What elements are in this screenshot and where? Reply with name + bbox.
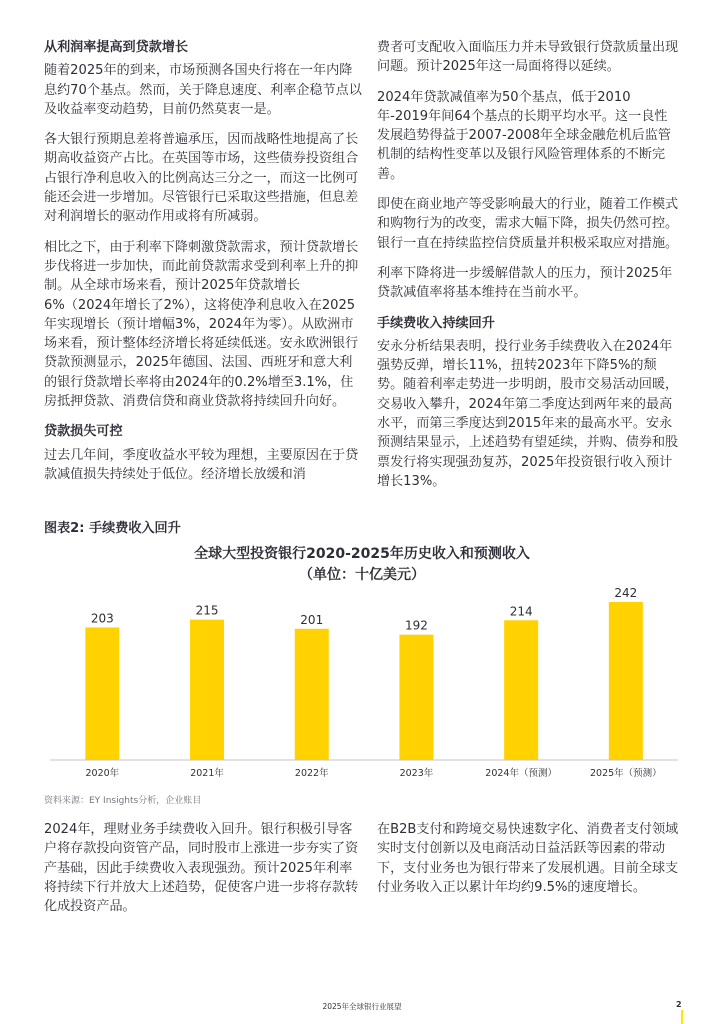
bottom-right-column bbox=[377, 820, 679, 897]
chart-subtitle: （单位：十亿美元） bbox=[299, 567, 425, 583]
paragraph: 相比之下，由于利率下降刺激贷款需求，预计贷款增长步伐将进一步加快，而此前贷款需求受到利率上升的抑制。从全球市场来看，预计2025年贷款增长6%（2024年增长了2%），这将使净利息收入在2025年实现增长（预计增幅3%，2024年为零）。从欧洲市场来看，预计整体经济增长将延续低迷。安永欧洲银行贷款预测显示，2025年德国、法国、西班牙和意大利的银行贷款增长率将由2024年的0.2%增至3.1%，住房抵押贷款、消费信贷和商业贷款将持续回升向好。 bbox=[44, 239, 359, 410]
figure-label: 图表2: 手续费收入回升 bbox=[44, 521, 181, 536]
bar-5 bbox=[609, 602, 643, 760]
chart-title: 全球大型投资银行2020-2025年历史收入和预测收入 bbox=[194, 546, 530, 562]
paragraph: 利率下降将进一步缓解借款人的压力，预计2025年贷款减值率将基本维持在当前水平。 bbox=[377, 265, 673, 301]
chart-svg bbox=[44, 538, 680, 788]
section-heading-loan-loss: 贷款损失可控 bbox=[44, 424, 123, 440]
bar-value-label-1: 215 bbox=[195, 603, 219, 618]
paragraph: 随着2025年的到来，市场预测各国央行将在一年内降息约70个基点。然而，关于降息速度、利率企稳节点以及收益率变动趋势，目前仍然莫衷一是。 bbox=[44, 63, 362, 117]
bottom-left-column bbox=[44, 820, 362, 916]
x-tick-label-0: 2020年 bbox=[85, 768, 120, 779]
bar-value-label-3: 192 bbox=[404, 618, 428, 633]
x-labels-group bbox=[86, 767, 662, 779]
footer-title: 2025年全球银行业展望 bbox=[322, 1002, 402, 1011]
paragraph: 安永分析结果表明，投行业务手续费收入在2024年强势反弹，增长11%，扭转2023年下降5%的颓势。随着利率走势进一步明朗，股市交易活动回暖，交易收入攀升，2024年第二季度达到两年来的最高水平，而第三季度达到2015年来的最高水平。安永预测结果显示，上述趋势有望延续，并购、债券和股票发行将实现强劲复苏，2025年投资银行收入预计增长13%。 bbox=[377, 338, 679, 489]
bar-value-label-5: 242 bbox=[614, 586, 638, 600]
bar-2 bbox=[295, 629, 329, 760]
paragraph: 2024年贷款减值率为50个基点，低于2010年-2019年间64个基点的长期平均水平。这一良性发展趋势得益于2007-2008年全球金融危机后监管机制的结构性变革以及银行风险管理体系的不断完善。 bbox=[377, 89, 671, 182]
section-heading-margin-to-loan: 从利润率提高到贷款增长 bbox=[44, 40, 189, 55]
bar-value-label-0: 203 bbox=[90, 611, 114, 626]
right-column bbox=[377, 38, 679, 502]
bar-chart bbox=[44, 538, 680, 788]
page-number: 2 bbox=[676, 1000, 682, 1009]
figure-source: 资料来源：EY Insights分析，企业账目 bbox=[44, 796, 202, 806]
bar-3 bbox=[399, 635, 433, 760]
paragraph: 在B2B支付和跨境交易快速数字化、消费者支付领域实时支付创新以及电商活动日益活跃等因素的带动下，支付业务也为银行带来了发展机遇。目前全球支付业务收入正以累计年均约9.5%的速度增长。 bbox=[377, 822, 679, 895]
x-tick-label-3: 2023年 bbox=[399, 768, 434, 779]
x-tick-label-5: 2025年（预测） bbox=[590, 768, 662, 779]
paragraph: 各大银行预期息差将普遍承压，因而战略性地提高了长期高收益资产占比。在英国等市场，这些债券投资组合占银行净利息收入的比例高达三分之一，而这一比例可能还会进一步增加。尽管银行已采取这些措施，但息差对利润增长的驱动作用或将有所减弱。 bbox=[44, 132, 359, 225]
bar-value-label-4: 214 bbox=[509, 604, 533, 619]
bar-0 bbox=[85, 627, 119, 760]
bar-value-label-2: 201 bbox=[300, 612, 324, 627]
bar-4 bbox=[504, 620, 538, 760]
paragraph: 过去几年间，季度收益水平较为理想，主要原因在于贷款减值损失持续处于低位。经济增长放缓和消 bbox=[44, 447, 359, 482]
section-heading-fee-income: 手续费收入持续回升 bbox=[377, 315, 495, 331]
left-column bbox=[44, 38, 362, 495]
x-tick-label-2: 2022年 bbox=[294, 768, 329, 779]
page-accent-bar bbox=[681, 1010, 683, 1024]
x-tick-label-4: 2024年（预测） bbox=[485, 768, 557, 779]
bars-group bbox=[85, 586, 643, 760]
bar-1 bbox=[190, 620, 224, 760]
paragraph: 费者可支配收入面临压力并未导致银行贷款质量出现问题。预计2025年这一局面将得以延续。 bbox=[377, 40, 679, 75]
x-tick-label-1: 2021年 bbox=[190, 768, 224, 779]
paragraph: 2024年，理财业务手续费收入回升。银行积极引导客户将存款投向资管产品，同时股市上涨进一步夯实了资产基础，因此手续费收入表现强劲。预计2025年利率将持续下行并放大上述趋势，促使客户进一步将存款转化成投资产品。 bbox=[44, 822, 359, 915]
paragraph: 即使在商业地产等受影响最大的行业，随着工作模式和购物行为的改变，需求大幅下降，损失仍然可控。银行一直在持续监控信贷质量并积极采取应对措施。 bbox=[377, 197, 679, 251]
